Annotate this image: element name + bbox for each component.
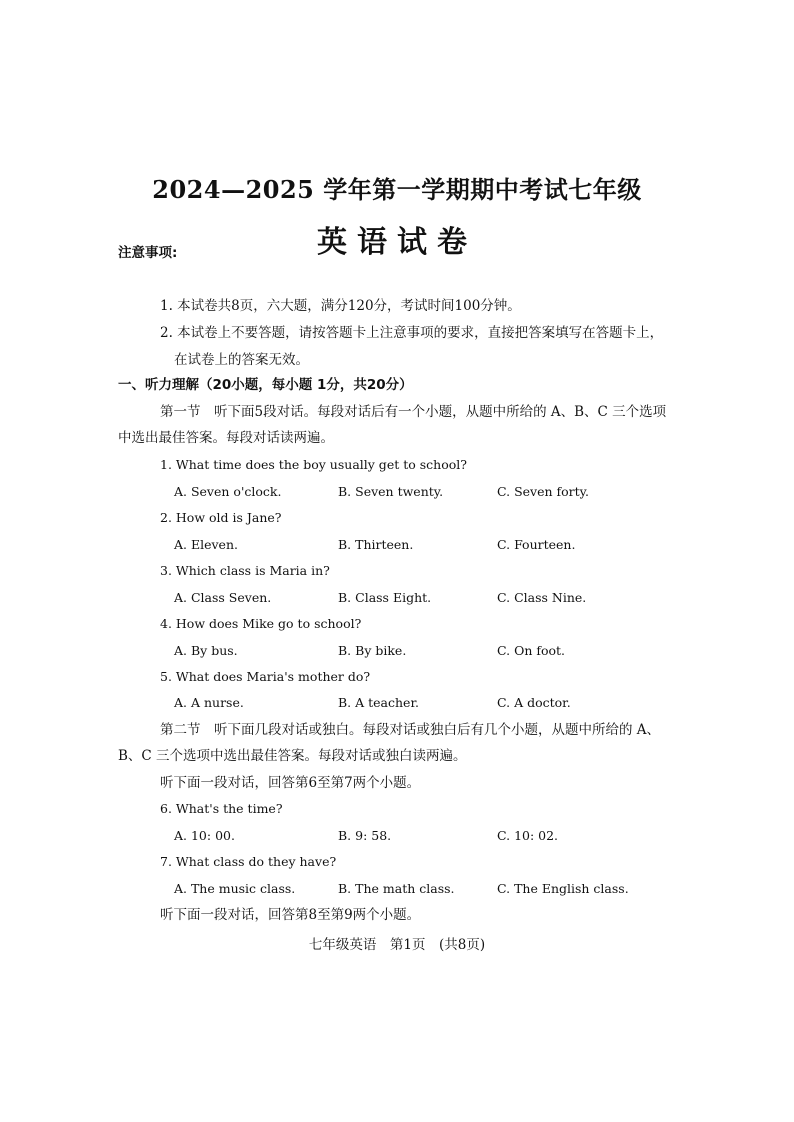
question-3-option-c: C. Class Nine. [497,590,587,605]
question-3-option-a: A. Class Seven. [174,590,272,605]
question-7-option-a: A. The music class. [174,881,296,896]
question-4-option-b: B. By bike. [338,643,407,658]
notice-item-2-line-1: 2. 本试卷上不要答题，请按答题卡上注意事项的要求，直接把答案填写在答题卡上， [160,325,664,341]
exam-title: 2024—2025 学年第一学期期中考试七年级 [152,175,642,204]
question-4: 4. How does Mike go to school? [160,616,362,631]
question-1-option-a: A. Seven o'clock. [174,484,282,499]
question-2-option-c: C. Fourteen. [497,537,576,552]
question-4-option-c: C. On foot. [497,643,566,658]
question-2: 2. How old is Jane? [160,510,282,525]
question-6: 6. What's the time? [160,801,283,816]
question-1: 1. What time does the boy usually get to school? [160,457,467,472]
question-6-option-a: A. 10: 00. [174,828,235,843]
question-7-option-b: B. The math class. [338,881,455,896]
question-3: 3. Which class is Maria in? [160,563,330,578]
question-2-option-b: B. Thirteen. [338,537,414,552]
page-footer: 七年级英语 第1页 (共8页) [308,937,486,953]
part1-instruction-line-2: 中选出最佳答案。每段对话读两遍。 [118,430,334,446]
question-7-option-c: C. The English class. [497,881,629,896]
exam-subject-title: 英语试卷 [317,225,477,260]
question-3-option-b: B. Class Eight. [338,590,432,605]
notice-item-2-line-2: 在试卷上的答案无效。 [174,352,309,368]
question-1-option-c: C. Seven forty. [497,484,590,499]
question-6-option-c: C. 10: 02. [497,828,559,843]
question-5-option-a: A. A nurse. [174,695,244,710]
instruction-questions-6-7: 听下面一段对话，回答第6至第7两个小题。 [160,775,421,791]
section-heading-listening: 一、听力理解（20小题，每小题 1分，共20分） [118,377,413,393]
question-7: 7. What class do they have? [160,854,337,869]
question-2-option-a: A. Eleven. [174,537,238,552]
question-5: 5. What does Maria's mother do? [160,669,371,684]
question-6-option-b: B. 9: 58. [338,828,392,843]
question-5-option-b: B. A teacher. [338,695,420,710]
instruction-questions-8-9: 听下面一段对话，回答第8至第9两个小题。 [160,907,421,923]
part2-instruction-line-2: B、C 三个选项中选出最佳答案。每段对话或独白读两遍。 [118,748,467,764]
part2-instruction-line-1: 第二节 听下面几段对话或独白。每段对话或独白后有几个小题，从题中所给的 A、 [160,722,661,738]
part1-instruction-line-1: 第一节 听下面5段对话。每段对话后有一个小题，从题中所给的 A、B、C 三个选项 [160,404,667,420]
question-4-option-a: A. By bus. [174,643,238,658]
notice-heading: 注意事项: [118,245,178,261]
notice-item-1: 1. 本试卷共8页，六大题，满分120分，考试时间100分钟。 [160,298,521,314]
question-1-option-b: B. Seven twenty. [338,484,444,499]
question-5-option-c: C. A doctor. [497,695,571,710]
